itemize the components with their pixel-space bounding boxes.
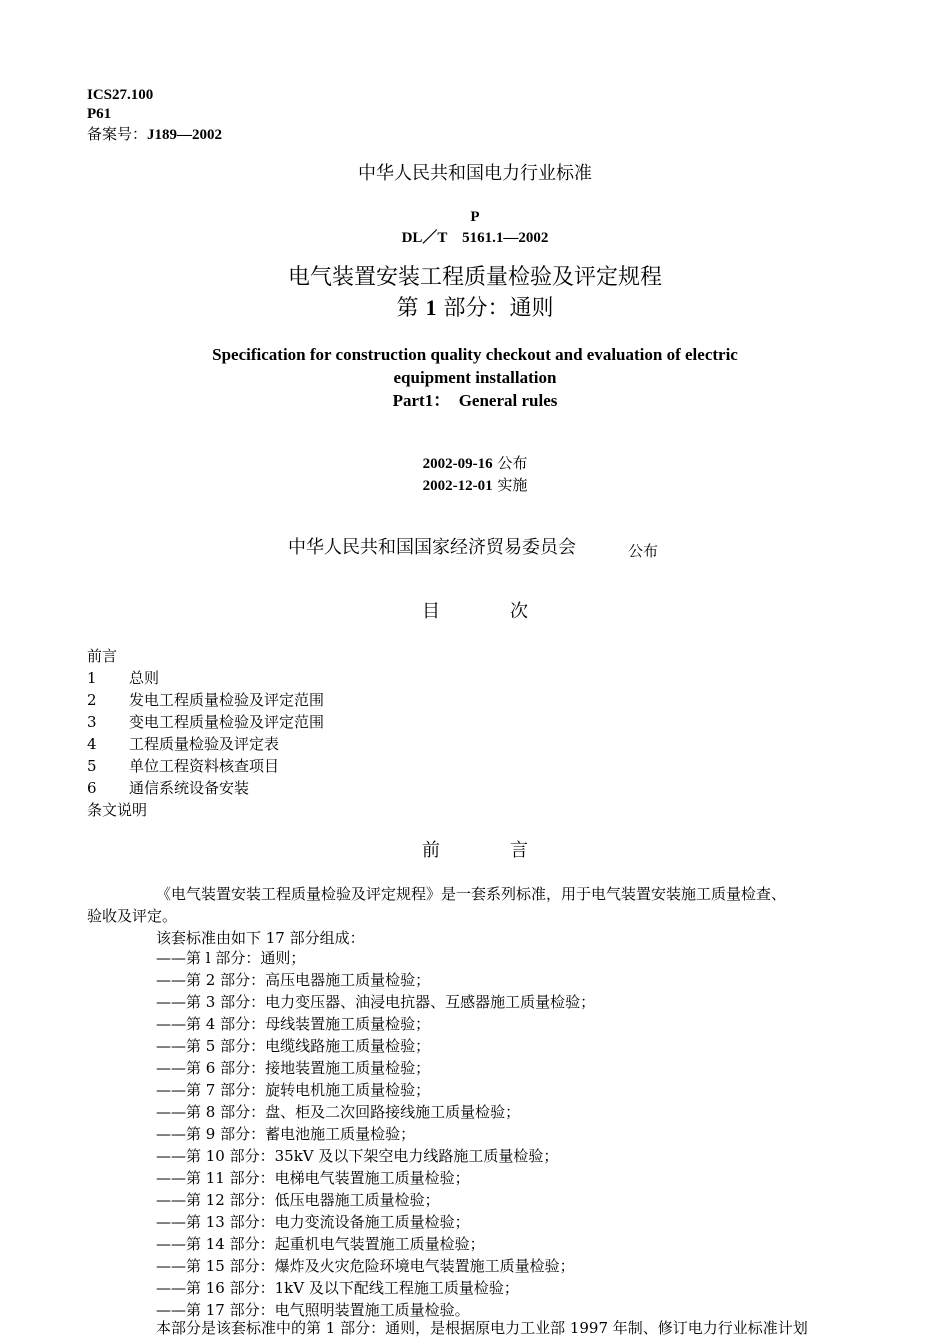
record-label: 备案号： — [87, 125, 148, 143]
toc-item-title: 变电工程质量检验及评定范围 — [129, 713, 325, 731]
p-mark: P — [470, 209, 480, 225]
toc-heading-2: 次 — [510, 601, 528, 622]
list-item: ——第 5 部分：电缆线路施工质量检验； — [156, 1037, 431, 1055]
toc-item-title: 通信系统设备安装 — [129, 779, 250, 797]
preface-heading-2: 言 — [510, 840, 528, 861]
toc-item[interactable] — [87, 781, 249, 796]
toc-item[interactable] — [87, 737, 279, 752]
list-item: ——第 10 部分：35kV 及以下架空电力线路施工质量检验； — [156, 1147, 559, 1165]
toc-preface[interactable]: 前言 — [87, 647, 118, 665]
implement-date-line — [0, 478, 950, 494]
toc-heading — [0, 603, 950, 621]
list-item: ——第 7 部分：旋转电机施工质量检验； — [156, 1081, 431, 1099]
publish-date: 2002-09-16 — [422, 456, 493, 472]
title-en-line2: equipment installation — [393, 368, 557, 387]
title-cn-pre: 第 — [396, 296, 426, 321]
toc-item-num: 3 — [87, 713, 97, 731]
title-en-line3: Part1： General rules — [392, 391, 558, 410]
list-item: ——第 8 部分：盘、柜及二次回路接线施工质量检验； — [156, 1103, 521, 1121]
implement-word: 实施 — [492, 476, 528, 494]
title-cn-post: 部分：通则 — [436, 296, 554, 321]
list-item: ——第 6 部分：接地装置施工质量检验； — [156, 1059, 431, 1077]
toc-item[interactable] — [87, 715, 324, 730]
list-item: ——第 11 部分：电梯电气装置施工质量检验； — [156, 1169, 470, 1187]
preface-para1-line2: 验收及评定。 — [87, 907, 178, 925]
list-item: ——第 17 部分：电气照明装置施工质量检验。 — [156, 1301, 470, 1319]
toc-item-title: 单位工程资料核查项目 — [129, 757, 280, 775]
toc-item-num: 5 — [87, 757, 97, 775]
publish-date-line — [0, 456, 950, 472]
list-item: ——第 4 部分：母线装置施工质量检验； — [156, 1015, 431, 1033]
title-en-line1: Specification for construction quality checkout and evaluation of electric — [212, 345, 738, 364]
toc-item-title: 工程质量检验及评定表 — [129, 735, 280, 753]
preface-intro: 该套标准由如下 17 部分组成： — [156, 929, 365, 947]
record-number — [87, 127, 222, 143]
list-item: ——第 15 部分：爆炸及火灾危险环境电气装置施工质量检验； — [156, 1257, 575, 1275]
issuer: 中华人民共和国国家经济贸易委员会 — [288, 537, 576, 558]
title-cn-line1: 电气装置安装工程质量检验及评定规程 — [287, 265, 662, 290]
toc-item[interactable] — [87, 759, 279, 774]
preface-heading-1: 前 — [422, 840, 440, 861]
list-item: ——第 16 部分：1kV 及以下配线工程施工质量检验； — [156, 1279, 519, 1297]
toc-item-num: 1 — [87, 669, 97, 687]
list-item: ——第 13 部分：电力变流设备施工质量检验； — [156, 1213, 470, 1231]
issuer-suffix: 公布 — [628, 542, 659, 560]
toc-notes[interactable]: 条文说明 — [87, 801, 148, 819]
list-item: ——第 3 部分：电力变压器、油浸电抗器、互感器施工质量检验； — [156, 993, 596, 1011]
list-item: ——第 9 部分：蓄电池施工质量检验； — [156, 1125, 416, 1143]
record-value: J189—2002 — [147, 127, 223, 143]
title-cn-line2 — [0, 297, 950, 320]
toc-heading-1: 目 — [422, 601, 440, 622]
publish-word: 公布 — [492, 454, 528, 472]
list-item: ——第 12 部分：低压电器施工质量检验； — [156, 1191, 440, 1209]
parts-list — [156, 947, 595, 1321]
toc-item-title: 发电工程质量检验及评定范围 — [129, 691, 325, 709]
class-code: P61 — [87, 106, 112, 122]
standard-number: DL／T 5161.1—2002 — [401, 230, 549, 246]
preface-last-line: 本部分是该套标准中的第 1 部分：通则，是根据原电力工业部 1997 年制、修订电力行业标准计划 — [156, 1319, 808, 1337]
list-item: ——第 l 部分：通则； — [156, 949, 306, 967]
toc-item-num: 2 — [87, 691, 97, 709]
list-item: ——第 14 部分：起重机电气装置施工质量检验； — [156, 1235, 485, 1253]
preface-para1-line1: 《电气装置安装工程质量检验及评定规程》是一套系列标准，用于电气装置安装施工质量检查、 — [156, 885, 787, 903]
toc-item[interactable] — [87, 671, 159, 686]
implement-date: 2002-12-01 — [422, 478, 493, 494]
title-cn-num: 1 — [425, 295, 437, 320]
toc-item-num: 4 — [87, 735, 97, 753]
ics-code: ICS27.100 — [87, 87, 154, 103]
industry-standard-title: 中华人民共和国电力行业标准 — [358, 163, 592, 184]
preface-heading — [0, 842, 950, 860]
toc-item-num: 6 — [87, 779, 97, 797]
list-item: ——第 2 部分：高压电器施工质量检验； — [156, 971, 431, 989]
toc-item[interactable] — [87, 693, 324, 708]
toc-item-title: 总则 — [129, 669, 160, 687]
